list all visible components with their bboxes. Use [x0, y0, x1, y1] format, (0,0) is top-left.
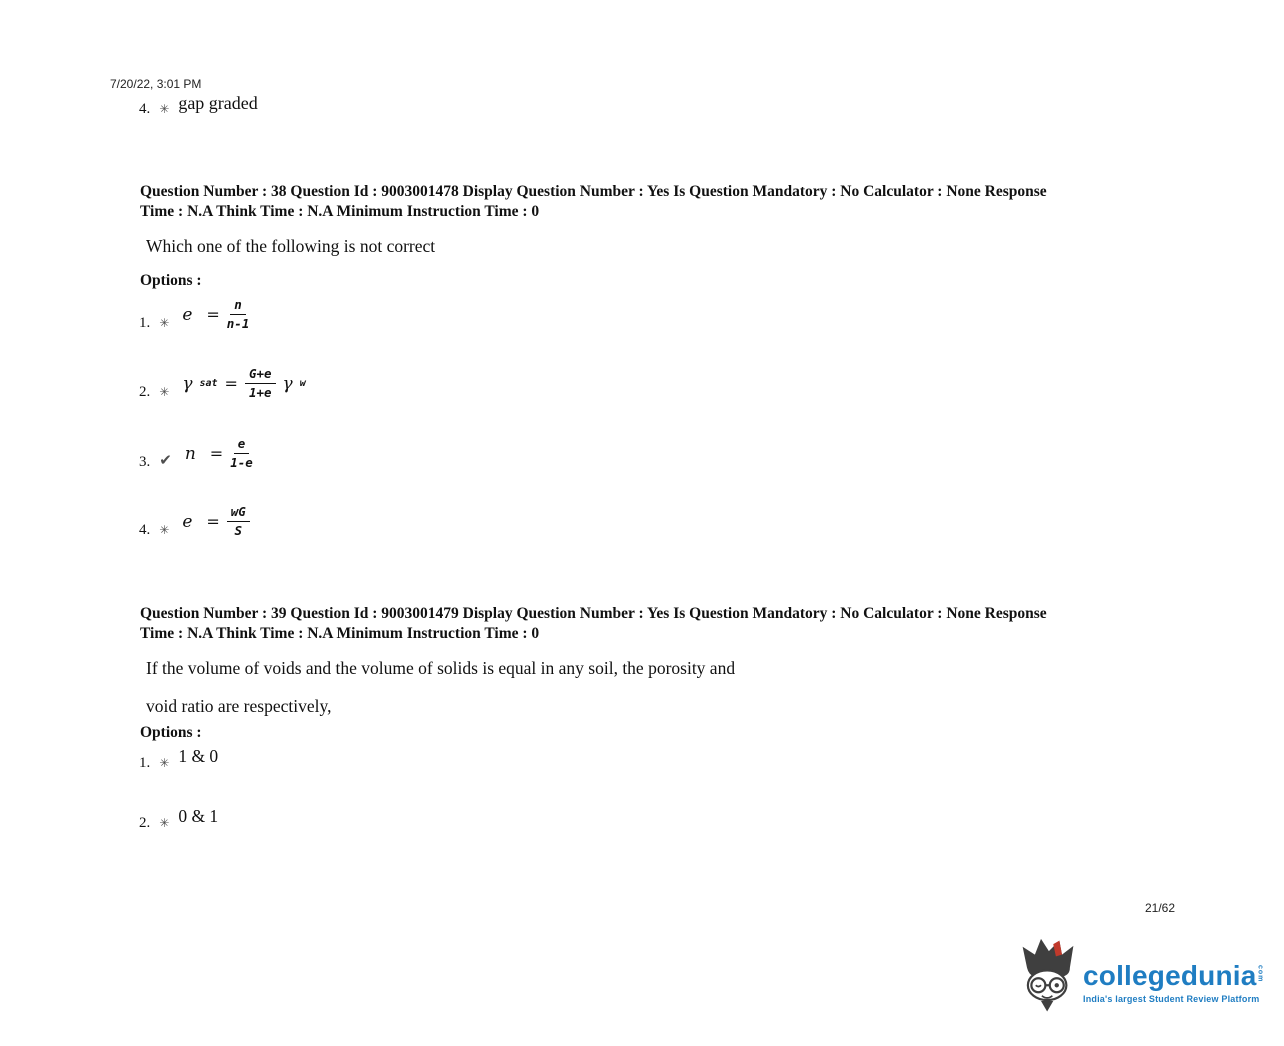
fraction-numerator: e: [234, 436, 250, 454]
formula-lhs: γ: [182, 373, 193, 394]
q38-option-1-row: [139, 297, 263, 333]
question-39-meta: [140, 604, 1047, 644]
logo-tld: com: [1256, 964, 1264, 982]
question-meta-line-1: Question Number : 38 Question Id : 9003001478 Display Question Number : Yes Is Question Mandatory : No Calculator : None Response: [140, 183, 1047, 200]
fraction: [245, 366, 276, 402]
fraction-numerator: n: [230, 297, 246, 315]
wrong-icon: ✳: [159, 384, 170, 399]
formula-rhs-subscript: w: [299, 378, 306, 390]
wrong-icon: ✳: [159, 315, 170, 330]
formula-rhs: γ: [282, 373, 293, 394]
question-38-meta: [140, 182, 1047, 222]
equals-sign: =: [206, 512, 220, 532]
option-text: 1 & 0: [178, 746, 219, 766]
option-number: 2.: [139, 814, 151, 831]
q38-option-3-row: [139, 436, 267, 472]
option-number: 4.: [139, 101, 151, 117]
option-number: 3.: [139, 453, 151, 470]
question-38-options-label: Options :: [140, 272, 202, 289]
fraction-numerator: wG: [227, 504, 250, 522]
equals-sign: =: [206, 305, 220, 325]
logo-text-block: [1083, 961, 1264, 1005]
question-39-text-line-1: If the volume of voids and the volume of solids is equal in any soil, the porosity and: [146, 658, 736, 678]
option-number: 4.: [139, 521, 151, 538]
fraction-numerator: G+e: [245, 366, 276, 384]
print-timestamp: 7/20/22, 3:01 PM: [110, 77, 202, 91]
logo-brand-name: collegedunia: [1083, 959, 1257, 991]
fraction: [227, 504, 250, 540]
question-meta-line-2: Time : N.A Think Time : N.A Minimum Instruction Time : 0: [140, 203, 540, 220]
equals-sign: =: [209, 444, 224, 464]
prev-question-option-row: [139, 93, 258, 119]
wrong-icon: ✳: [159, 102, 170, 116]
wrong-icon: ✳: [159, 522, 170, 537]
question-meta-line-1: Question Number : 39 Question Id : 9003001479 Display Question Number : Yes Is Question Mandatory : No Calculator : None Response: [140, 605, 1047, 622]
wrong-icon: ✳: [159, 815, 170, 830]
fraction-denominator: n-1: [226, 316, 250, 332]
formula-lhs: e: [182, 511, 193, 532]
equals-sign: =: [224, 374, 238, 394]
option-formula: [182, 366, 305, 402]
fraction: [227, 297, 250, 333]
logo-tagline: India's largest Student Review Platform: [1083, 994, 1260, 1005]
q38-option-4-row: [139, 504, 264, 540]
collegedunia-logo: [1020, 936, 1264, 1029]
question-meta-line-2: Time : N.A Think Time : N.A Minimum Instruction Time : 0: [140, 625, 540, 642]
formula-lhs-subscript: sat: [199, 378, 218, 390]
correct-check-icon: ✔: [159, 450, 172, 469]
wrong-icon: ✳: [159, 755, 170, 770]
q38-option-2-row: [139, 366, 306, 402]
option-formula: [185, 436, 267, 472]
question-39-options-label: Options :: [140, 724, 202, 741]
logo-brand-row: [1083, 961, 1264, 992]
formula-lhs: e: [182, 304, 193, 325]
option-number: 1.: [139, 314, 151, 331]
page-number-indicator: 21/62: [1145, 901, 1176, 915]
formula-lhs: n: [184, 443, 196, 464]
fraction-denominator: S: [234, 523, 243, 539]
option-text: gap graded: [178, 93, 258, 113]
question-39-text-line-2: void ratio are respectively,: [146, 696, 332, 716]
fraction-denominator: 1-e: [230, 455, 253, 471]
q39-option-2-row: [139, 806, 219, 833]
option-number: 2.: [139, 383, 151, 400]
option-formula: [182, 504, 264, 540]
question-38-text: Which one of the following is not correct: [146, 236, 436, 256]
option-text: 0 & 1: [178, 806, 219, 826]
option-number: 1.: [139, 754, 151, 771]
collegedunia-mascot-icon: [1020, 936, 1076, 1029]
q39-option-1-row: [139, 746, 219, 773]
option-formula: [182, 297, 263, 333]
fraction-denominator: 1+e: [248, 385, 272, 401]
fraction: [230, 436, 253, 472]
